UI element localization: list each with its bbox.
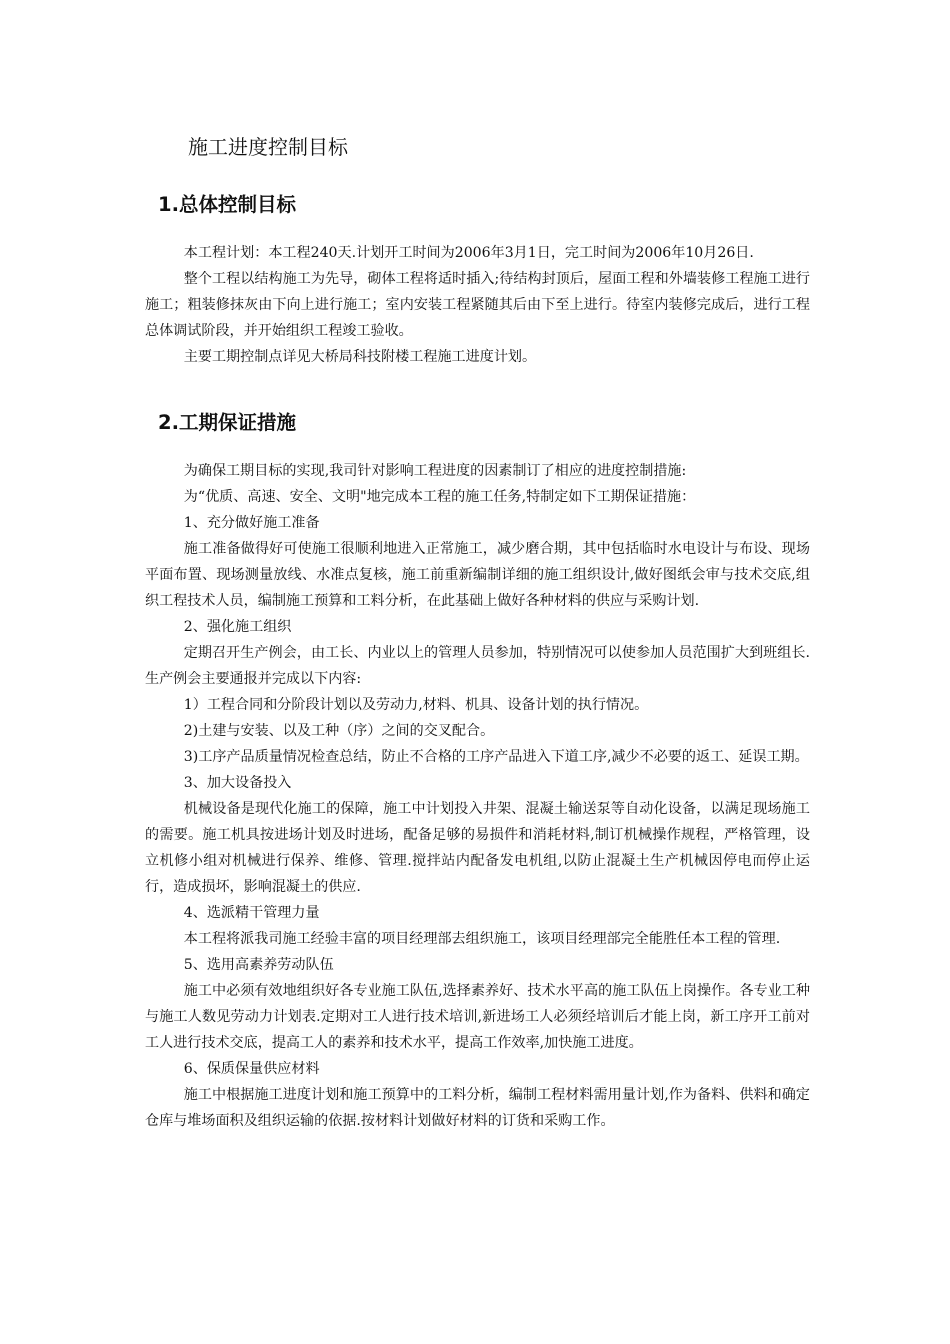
subheading: 3、加大设备投入: [183, 775, 292, 791]
subheading: 1、充分做好施工准备: [183, 515, 320, 531]
section-heading-schedule-measures: 2.工期保证措施: [158, 411, 296, 434]
subheading: 5、选用高素养劳动队伍: [183, 957, 334, 973]
paragraph: 施工中根据施工进度计划和施工预算中的工料分析，编制工程材料需用量计划,作为备料、供料和确定仓库与堆场面积及组织运输的依据.按材料计划做好材料的订货和采购工作。: [145, 1087, 810, 1129]
list-item: 2)土建与安装、以及工种（序）之间的交叉配合。: [183, 723, 495, 739]
paragraph: 本工程计划：本工程240天.计划开工时间为2006年3月1日，完工时间为2006年10月26日.: [183, 245, 754, 261]
subheading: 6、保质保量供应材料: [183, 1061, 320, 1077]
subheading: 2、强化施工组织: [183, 619, 292, 635]
paragraph: 为“优质、高速、安全、文明"地完成本工程的施工任务,特制定如下工期保证措施：: [183, 489, 696, 505]
section-body-overall-target: [145, 240, 810, 370]
paragraph: 整个工程以结构施工为先导，砌体工程将适时插入;待结构封顶后，屋面工程和外墙装修工程施工进行施工；粗装修抹灰由下向上进行施工；室内安装工程紧随其后由下至上进行。待室内装修完成后，进行工程总体调试阶段，并开始组织工程竣工验收。: [145, 271, 810, 339]
list-item: 3)工序产品质量情况检查总结，防止不合格的工序产品进入下道工序,减少不必要的返工、延误工期。: [183, 749, 809, 765]
paragraph: 施工中必须有效地组织好各专业施工队伍,选择素养好、技术水平高的施工队伍上岗操作。各专业工种与施工人数见劳动力计划表.定期对工人进行技术培训,新进场工人必须经培训后才能上岗，新工序开工前对工人进行技术交底，提高工人的素养和技术水平，提高工作效率,加快施工进度。: [145, 983, 810, 1051]
subheading: 4、选派精干管理力量: [183, 905, 320, 921]
paragraph: 机械设备是现代化施工的保障，施工中计划投入井架、混凝土输送泵等自动化设备，以满足现场施工的需要。施工机具按进场计划及时进场，配备足够的易损件和消耗材料,制订机械操作规程，严格管理，设立机修小组对机械进行保养、维修、管理.搅拌站内配备发电机组,以防止混凝土生产机械因停电而停止运行，造成损坏，影响混凝土的供应.: [145, 801, 810, 895]
paragraph: 本工程将派我司施工经验丰富的项目经理部去组织施工，该项目经理部完全能胜任本工程的管理.: [183, 931, 781, 947]
list-item: 1）工程合同和分阶段计划以及劳动力,材料、机具、设备计划的执行情况。: [183, 697, 649, 713]
section-body-schedule-measures: [145, 458, 810, 1134]
document-title: 施工进度控制目标: [188, 135, 348, 159]
paragraph: 定期召开生产例会，由工长、内业以上的管理人员参加，特别情况可以使参加人员范围扩大到班组长.生产例会主要通报并完成以下内容:: [145, 645, 810, 687]
paragraph: 为确保工期目标的实现,我司针对影响工程进度的因素制订了相应的进度控制措施:: [183, 463, 687, 479]
section-heading-overall-target: 1.总体控制目标: [158, 193, 296, 216]
paragraph: 主要工期控制点详见大桥局科技附楼工程施工进度计划。: [183, 349, 537, 365]
paragraph: 施工准备做得好可使施工很顺利地进入正常施工，减少磨合期，其中包括临时水电设计与布设、现场平面布置、现场测量放线、水准点复核，施工前重新编制详细的施工组织设计,做好图纸会审与技术交底,组织工程技术人员，编制施工预算和工料分析，在此基础上做好各种材料的供应与采购计划.: [145, 541, 810, 609]
